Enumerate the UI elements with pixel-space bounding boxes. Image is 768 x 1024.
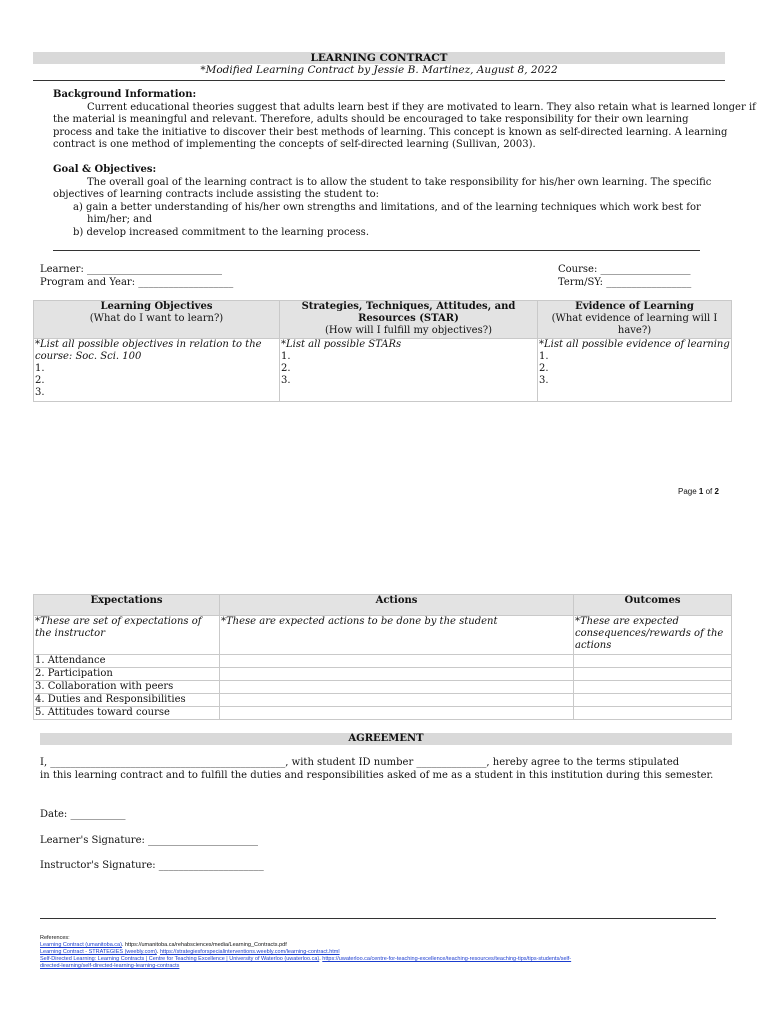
table-row: 1. Attendance (34, 655, 220, 668)
reference-url-link[interactable]: https://strategiesforspecialinterventions.weebly.com/learning-contract.html (159, 949, 340, 955)
table-cell[interactable] (574, 668, 732, 681)
agreement-text (40, 757, 740, 782)
reference-link[interactable]: Self-Directed Learning: Learning Contracts | Centre for Teaching Excellence | University of Waterloo (uwaterloo.ca) (40, 956, 320, 962)
expectations-table (33, 594, 732, 720)
divider (33, 80, 725, 81)
goals-heading: Goal & Objectives: (53, 164, 157, 175)
col-header-star: Strategies, Techniques, Attitudes, and Resources (STAR) (How will I fulfill my objectives?) (280, 301, 538, 339)
col-header-expectations: Expectations (34, 595, 220, 616)
outcomes-note: *These are expected consequences/rewards of the actions (574, 616, 732, 655)
reference-url-link[interactable]: directed-learning/self-directed-learning-learning-contracts (40, 963, 180, 969)
page-number: Page 1 of 2 (678, 487, 719, 496)
table-row: 3. Collaboration with peers (34, 681, 220, 694)
divider (40, 918, 716, 919)
background-heading: Background Information: (53, 89, 197, 100)
document-title: LEARNING CONTRACT (33, 52, 725, 64)
agreement-title: AGREEMENT (40, 733, 732, 745)
background-line: the material is meaningful and relevant. Therefore, adults should be encouraged to take responsibility for their own learning (53, 114, 689, 125)
date-field[interactable]: Date: ___________ (40, 809, 126, 820)
course-field[interactable]: Course: __________________ (558, 264, 691, 275)
table-row: 5. Attitudes toward course (34, 707, 220, 720)
program-year-field[interactable]: Program and Year: ___________________ (40, 277, 234, 288)
document-subtitle: *Modified Learning Contract by Jessie B. Martinez, August 8, 2022 (200, 64, 558, 76)
table-cell[interactable] (574, 681, 732, 694)
table-cell[interactable] (574, 707, 732, 720)
reference-link[interactable]: Learning Contract (umanitoba.ca) (40, 942, 122, 948)
learner-signature-field[interactable]: Learner's Signature: ______________________ (40, 835, 259, 846)
reference-item: Learning Contract (umanitoba.ca). https://umanitoba.ca/rehabsciences/media/Learning_Contracts.pdf (40, 942, 287, 948)
table-cell[interactable] (574, 655, 732, 668)
objective-a: a) gain a better understanding of his/her own strengths and limitations, and of the learning techniques which work best for (73, 201, 701, 213)
instructor-signature-field[interactable]: Instructor's Signature: _____________________ (40, 860, 264, 871)
divider (53, 250, 700, 251)
objective-b: b) develop increased commitment to the learning process. (73, 226, 369, 238)
table-cell[interactable] (220, 694, 574, 707)
objectives-cell[interactable]: *List all possible objectives in relation to the course: Soc. Sci. 100 1. 2. 3. (34, 339, 280, 402)
reference-item: Self-Directed Learning: Learning Contracts | Centre for Teaching Excellence | University of Waterloo (uwaterloo.ca). https://uwaterloo.ca/centre-for-teaching-excellence/teaching-resources/teaching-tips/tips-students/self- (40, 956, 572, 962)
col-header-actions: Actions (220, 595, 574, 616)
background-line: process and take the initiative to discover their best methods of learning. This concept is known as self-directed learning. A learning (53, 126, 728, 138)
objective-a-cont: him/her; and (87, 214, 152, 225)
col-header-objectives: Learning Objectives (What do I want to learn?) (34, 301, 280, 339)
references-label: References: (40, 935, 70, 941)
background-line: contract is one method of implementing the concepts of self-directed learning (Sullivan, 2003). (53, 139, 536, 150)
goals-line: The overall goal of the learning contract is to allow the student to take responsibility for his/her own learning. The specific (87, 176, 712, 188)
background-line: Current educational theories suggest that adults learn best if they are motivated to learn. They also retain what is learned longer if (87, 101, 756, 113)
learning-objectives-table (33, 300, 732, 402)
star-cell[interactable]: *List all possible STARs 1. 2. 3. (280, 339, 538, 402)
evidence-cell[interactable]: *List all possible evidence of learning 1. 2. 3. (538, 339, 732, 402)
term-field[interactable]: Term/SY: _________________ (558, 277, 692, 288)
table-cell[interactable] (220, 681, 574, 694)
actions-note: *These are expected actions to be done by the student (220, 616, 574, 655)
background-section (53, 89, 756, 152)
agreement-line: in this learning contract and to fulfill the duties and responsibilities asked of me as a student in this institution during this semester. (40, 769, 714, 781)
col-header-outcomes: Outcomes (574, 595, 732, 616)
reference-item: Learning Contract - STRATEGIES (weebly.com). https://strategiesforspecialinterventions.weebly.com/learning-contract.html (40, 949, 340, 955)
table-cell[interactable] (574, 694, 732, 707)
reference-link[interactable]: Learning Contract - STRATEGIES (weebly.com) (40, 949, 157, 955)
goals-section (53, 164, 733, 239)
table-cell[interactable] (220, 655, 574, 668)
goals-line: objectives of learning contracts include assisting the student to: (53, 189, 379, 200)
col-header-evidence: Evidence of Learning (What evidence of learning will I have?) (538, 301, 732, 339)
table-row: 2. Participation (34, 668, 220, 681)
table-row: 4. Duties and Responsibilities (34, 694, 220, 707)
table-cell[interactable] (220, 668, 574, 681)
learner-field[interactable]: Learner: ___________________________ (40, 264, 222, 275)
reference-url-link[interactable]: https://uwaterloo.ca/centre-for-teaching-excellence/teaching-resources/teaching-tips/tips-students/self- (322, 956, 572, 962)
references (40, 935, 740, 970)
agreement-line: I, _______________________________________________, with student ID number ______________, hereby agree to the terms stipulated (40, 757, 680, 768)
table-cell[interactable] (220, 707, 574, 720)
expectations-note: *These are set of expectations of the instructor (34, 616, 220, 655)
